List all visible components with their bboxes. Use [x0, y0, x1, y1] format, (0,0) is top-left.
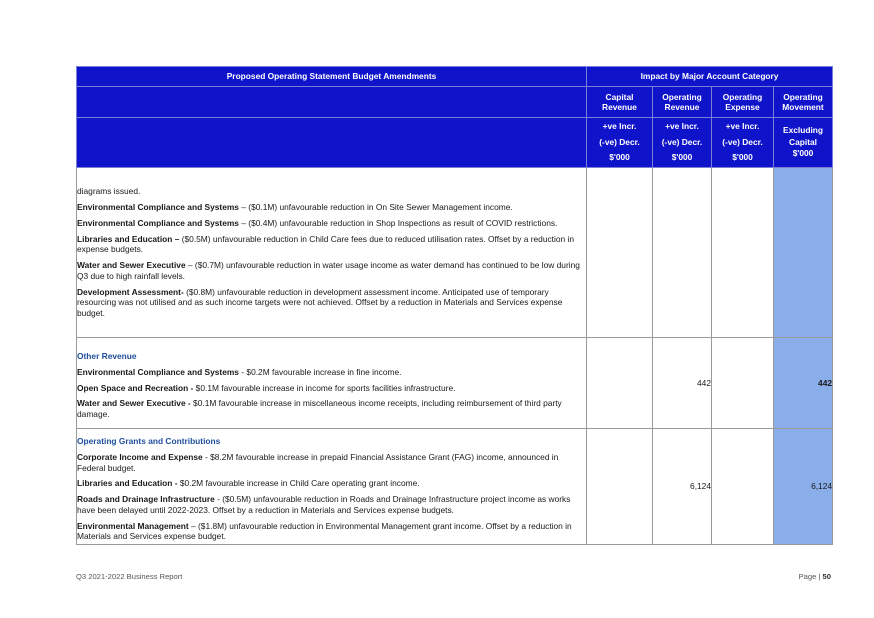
list-item: Development Assessment- ($0.8M) unfavourable reduction in development assessment income. Anticipated use of temporary resourcing was not utilised and as such income targets were not achieved. Offset by a reduction in Materials and Services expense budget.: [77, 286, 563, 318]
list-item: Open Space and Recreation - $0.1M favourable increase in income for sports facilities infrastructure.: [77, 382, 456, 393]
operating-expense-cell: [712, 429, 774, 545]
list-item: Environmental Compliance and Systems - $0.2M favourable increase in fine income.: [77, 366, 402, 377]
units-header-operating-expense: +ve Incr. (-ve) Decr. $'000: [712, 118, 774, 168]
blank-header: [77, 118, 587, 168]
capital-revenue-cell: [587, 338, 653, 429]
list-item: Environmental Management – ($1.8M) unfavourable reduction in Environmental Management grant income. Offset by a reduction in Materials and Services expense budget.: [77, 520, 572, 542]
table-row: [77, 338, 833, 429]
row-description: [77, 168, 587, 338]
list-item: Water and Sewer Executive - $0.1M favourable increase in miscellaneous income receipts, including reimbursement of third party damage.: [77, 398, 562, 420]
operating-revenue-cell: 442: [653, 338, 712, 429]
list-item: Environmental Compliance and Systems – ($0.4M) unfavourable reduction in Shop Inspections as result of COVID restrictions.: [77, 217, 558, 228]
budget-amendments-table: [76, 66, 833, 545]
capital-revenue-cell: [587, 429, 653, 545]
list-item: Libraries and Education - $0.2M favourable increase in Child Care operating grant income.: [77, 478, 420, 489]
list-item: Roads and Drainage Infrastructure - ($0.5M) unfavourable reduction in Roads and Drainage Infrastructure project income as works have been delayed until 2022-2023. Offset by a reduction in Materials and Services expense budgets.: [77, 494, 571, 515]
list-item: Corporate Income and Expense - $8.2M favourable increase in prepaid Financial Assistance Grant (FAG) income, announced in Federal budget.: [77, 451, 559, 473]
operating-expense-cell: [712, 168, 774, 338]
impact-title-header: Impact by Major Account Category: [587, 67, 833, 87]
units-header-capital-revenue: +ve Incr. (-ve) Decr. $'000: [587, 118, 653, 168]
list-item: Environmental Compliance and Systems – ($0.1M) unfavourable reduction in On Site Sewer Management income.: [77, 202, 513, 212]
col-header-capital-revenue: Capital Revenue: [587, 87, 653, 118]
list-item: Libraries and Education – ($0.5M) unfavourable reduction in Child Care fees due to reduced utilisation rates. Offset by a reduction in expense budgets.: [77, 233, 575, 255]
operating-movement-cell: 6,124: [774, 429, 833, 545]
continuation-text: diagrams issued.: [77, 186, 141, 197]
row-description: [77, 338, 587, 429]
units-header-operating-movement: Excluding Capital $'000: [774, 118, 833, 168]
footer-report-title: Q3 2021-2022 Business Report: [76, 572, 183, 581]
operating-movement-cell: [774, 168, 833, 338]
col-header-operating-revenue: Operating Revenue: [653, 87, 712, 118]
units-header-operating-revenue: +ve Incr. (-ve) Decr. $'000: [653, 118, 712, 168]
table-row: [77, 168, 833, 338]
operating-revenue-cell: [653, 168, 712, 338]
operating-expense-cell: [712, 338, 774, 429]
col-header-operating-movement: Operating Movement: [774, 87, 833, 118]
footer-page-number: Page | 50: [798, 572, 831, 581]
row-description: [77, 429, 587, 545]
section-title: Other Revenue: [77, 351, 137, 362]
col-header-operating-expense: Operating Expense: [712, 87, 774, 118]
capital-revenue-cell: [587, 168, 653, 338]
operating-revenue-cell: 6,124: [653, 429, 712, 545]
table-row: [77, 429, 833, 545]
list-item: Water and Sewer Executive – ($0.7M) unfavourable reduction in water usage income as water demand has continued to be low during Q3 due to high rainfall levels.: [77, 260, 580, 281]
main-title-header: Proposed Operating Statement Budget Amendments: [77, 67, 587, 87]
operating-movement-cell: 442: [774, 338, 833, 429]
section-title: Operating Grants and Contributions: [77, 436, 221, 446]
blank-header: [77, 87, 587, 118]
